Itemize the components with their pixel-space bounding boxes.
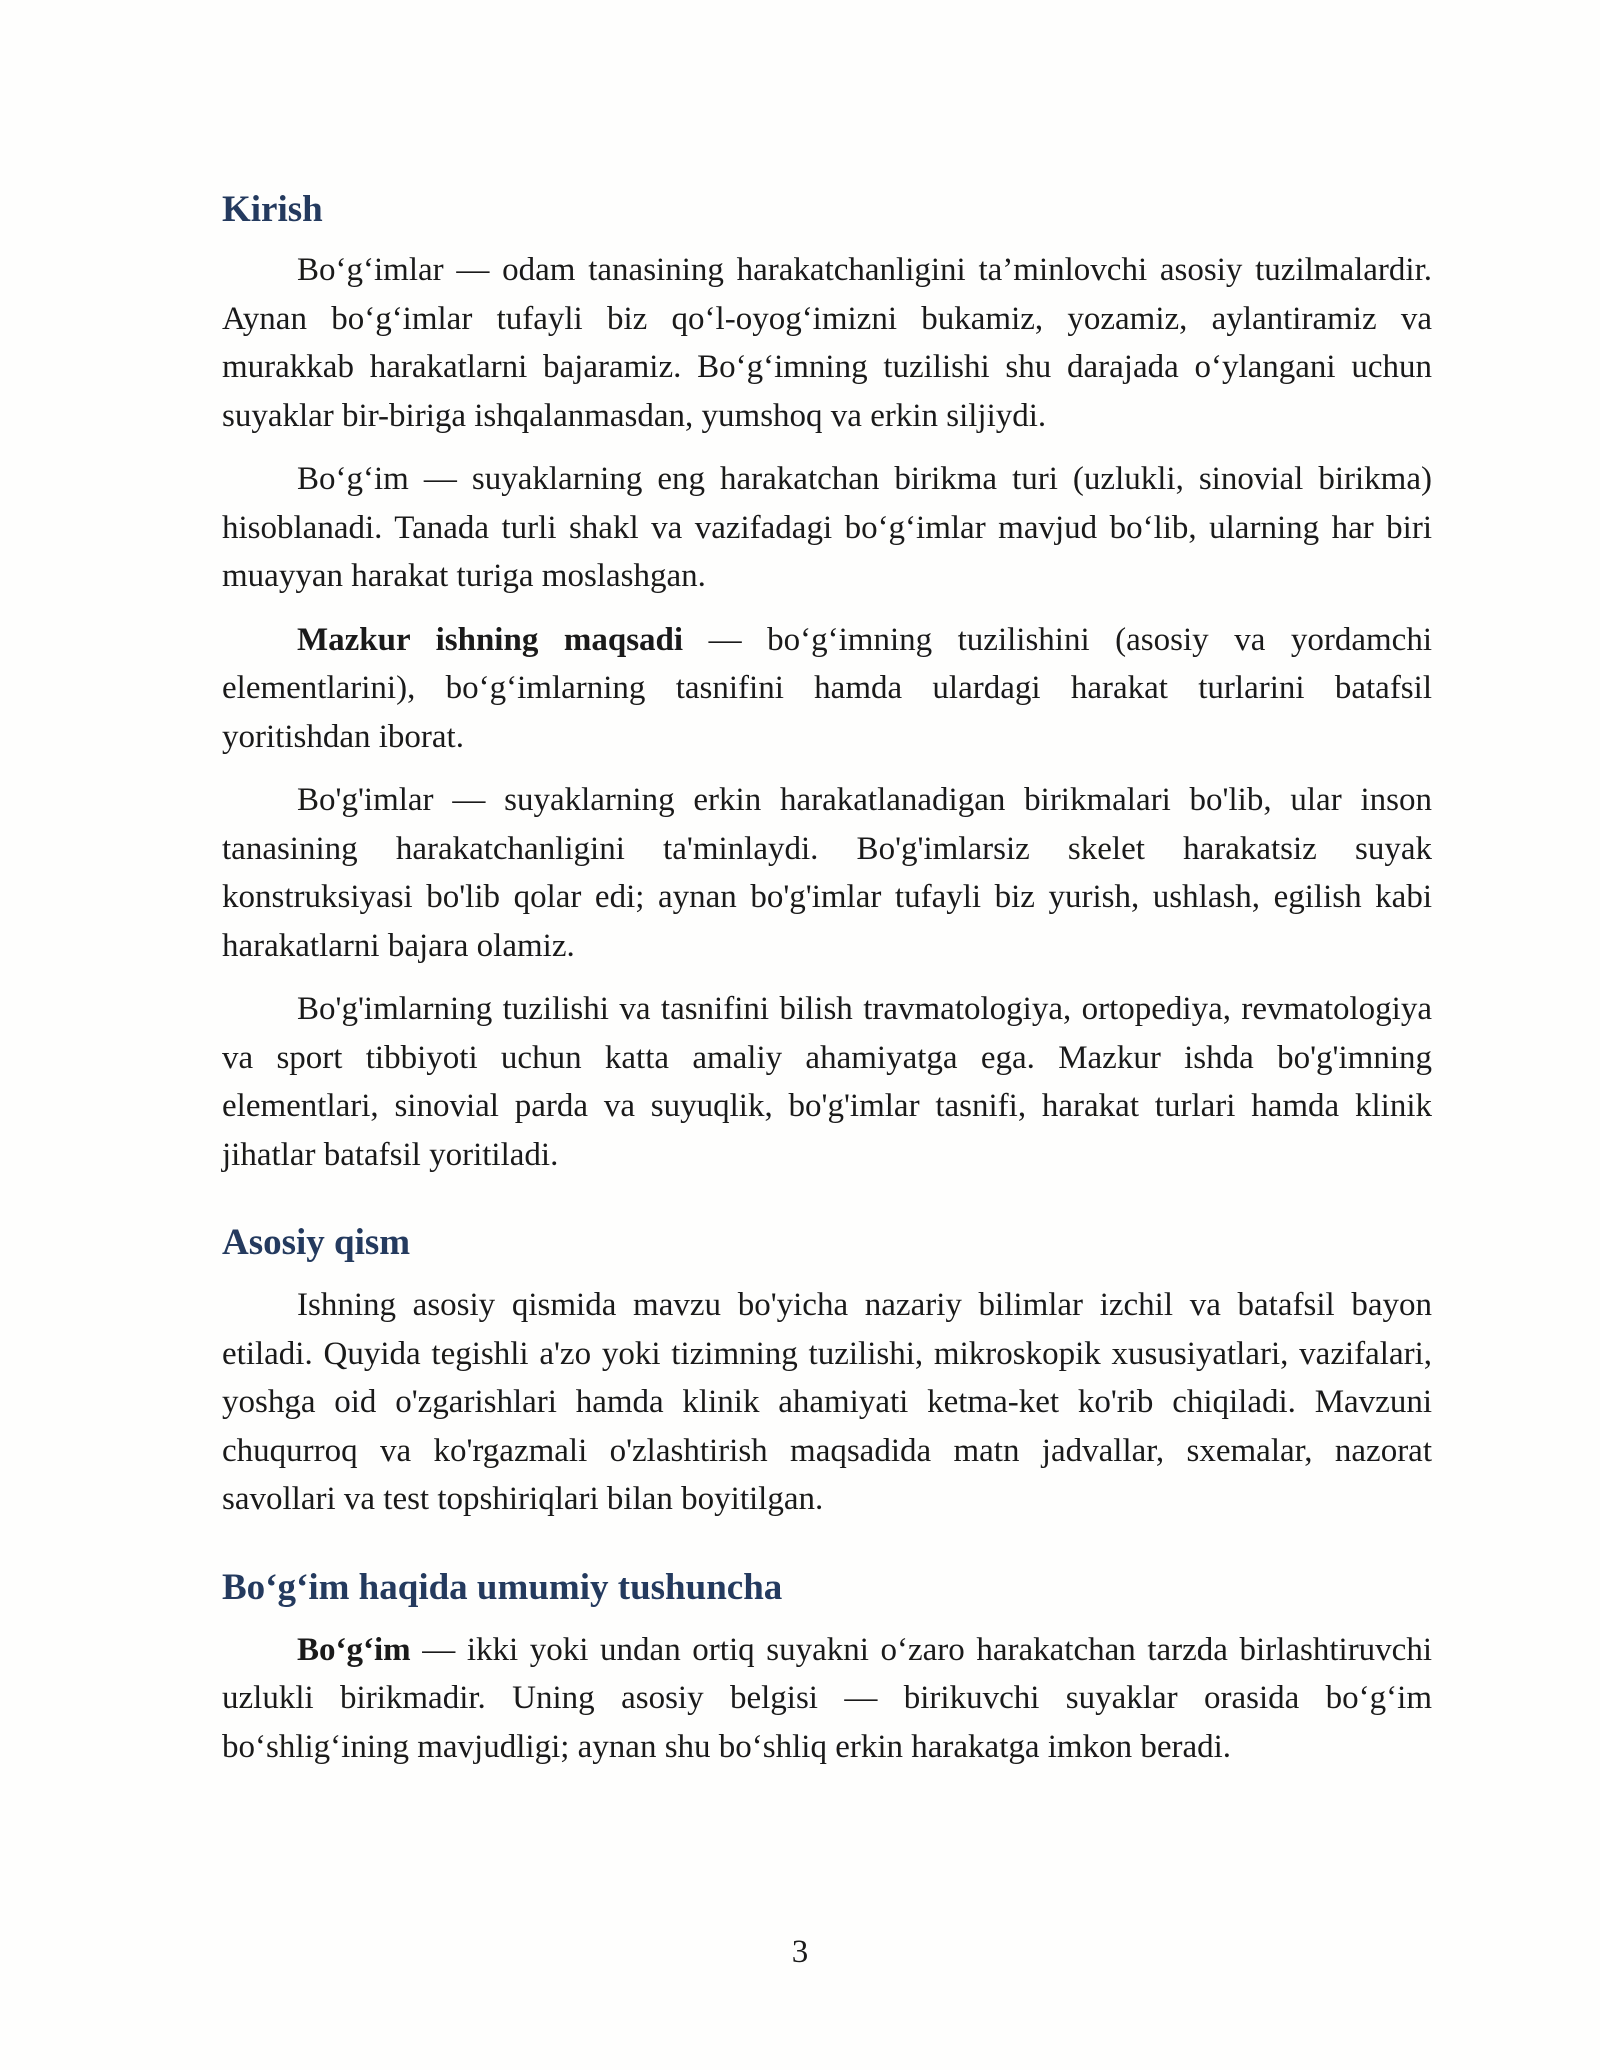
- paragraph-intro-2: Bo‘g‘im — suyaklarning eng harakatchan birikma turi (uzlukli, sinovial birikma) hisoblanadi. Tanada turli shakl va vazifadagi bo‘g‘imlar mavjud bo‘lib, ularning har biri muayyan harakat turiga moslashgan.: [222, 461, 1432, 594]
- document-page: [222, 186, 1432, 1771]
- paragraph-main-1: Ishning asosiy qismida mavzu bo'yicha nazariy bilimlar izchil va batafsil bayon etiladi. Quyida tegishli a'zo yoki tizimning tuzilishi, mikroskopik xususiyatlari, vazifalari, yoshga oid o'zgarishlari hamda klinik ahamiyati ketma-ket ko'rib chiqiladi. Mavzuni chuqurroq va ko'rgazmali o'zlashtirish maqsadida matn jadvallar, sxemalar, nazorat savollari va test topshiriqlari bilan boyitilgan.: [222, 1287, 1432, 1517]
- paragraph-intro-1: Bo‘g‘imlar — odam tanasining harakatchanligini ta’minlovchi asosiy tuzilmalardir. Aynan bo‘g‘imlar tufayli biz qo‘l-oyog‘imizni bukamiz, yozamiz, aylantiramiz va murakkab harakatlarni bajaramiz. Bo‘g‘imning tuzilishi shu darajada o‘ylangani uchun suyaklar bir-biriga ishqalanmasdan, yumshoq va erkin siljiydi.: [222, 252, 1432, 434]
- heading-bogim-umumiy: Bo‘g‘im haqida umumiy tushuncha: [222, 1566, 783, 1608]
- page-number: 3: [791, 1934, 809, 1970]
- definition-term: Bo‘g‘im: [297, 1631, 411, 1668]
- paragraph-definition: [222, 1626, 1432, 1772]
- purpose-label: Mazkur ishning maqsadi: [297, 621, 684, 658]
- purpose-text: — bo‘g‘imning tuzilishini (asosiy va yordamchi elementlarini), bo‘g‘imlarning tasnifini hamda ulardagi harakat turlarini batafsil yoritishdan iborat.: [222, 621, 1432, 755]
- definition-text: — ikki yoki undan ortiq suyakni o‘zaro harakatchan tarzda birlashtiruvchi uzlukli birikmadir. Uning asosiy belgisi — birikuvchi suyaklar orasida bo‘g‘im bo‘shlig‘ining mavjudligi; aynan shu bo‘shliq erkin harakatga imkon beradi.: [222, 1631, 1432, 1765]
- paragraph-intro-4: Bo'g'imlar — suyaklarning erkin harakatlanadigan birikmalari bo'lib, ular inson tanasining harakatchanligini ta'minlaydi. Bo'g'imlarsiz skelet harakatsiz suyak konstruksiyasi bo'lib qolar edi; aynan bo'g'imlar tufayli biz yurish, ushlash, egilish kabi harakatlarni bajara olamiz.: [222, 782, 1432, 964]
- paragraph-purpose: [222, 616, 1432, 762]
- heading-kirish: Kirish: [222, 189, 323, 230]
- heading-asosiy-qism: Asosiy qism: [222, 1222, 411, 1263]
- paragraph-intro-5: Bo'g'imlarning tuzilishi va tasnifini bilish travmatologiya, ortopediya, revmatologiya va sport tibbiyoti uchun katta amaliy ahamiyatga ega. Mazkur ishda bo'g'imning elementlari, sinovial parda va suyuqlik, bo'g'imlar tasnifi, harakat turlari hamda klinik jihatlar batafsil yoritiladi.: [222, 991, 1432, 1173]
